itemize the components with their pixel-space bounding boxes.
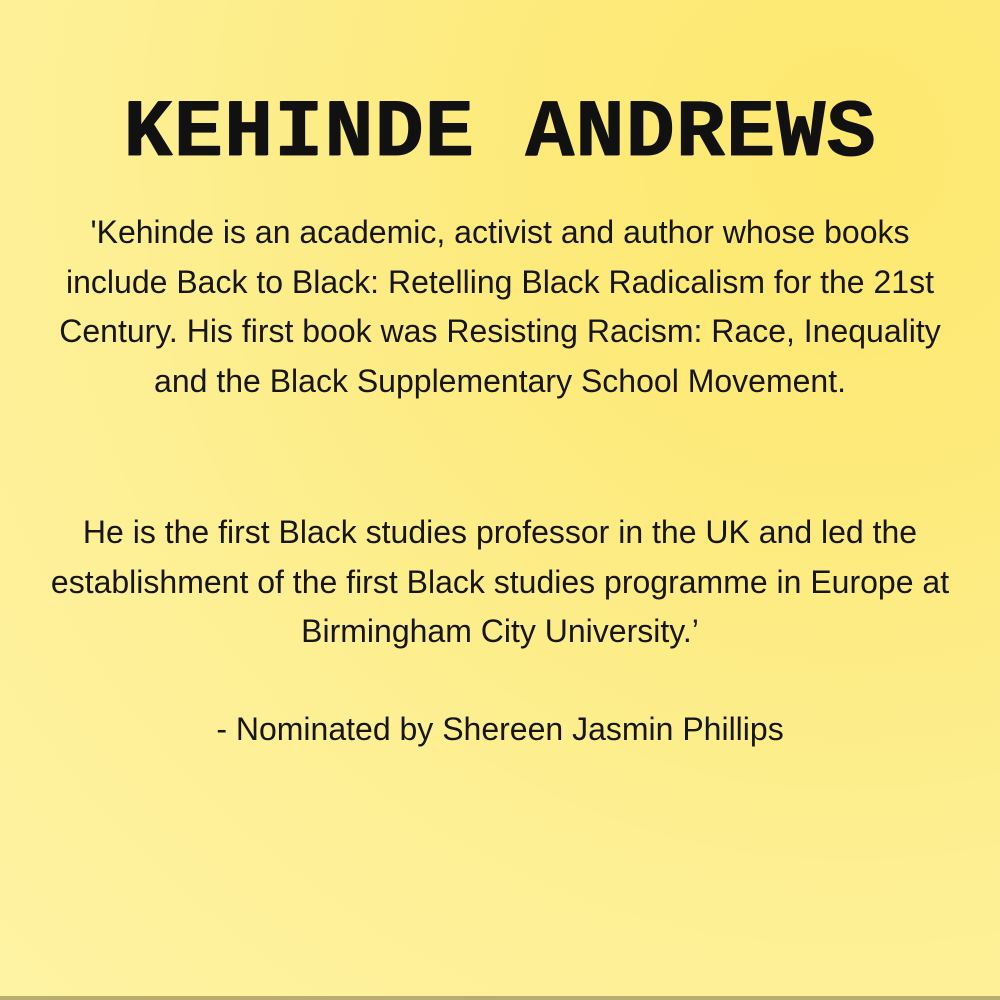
bio-paragraph-2: He is the first Black studies professor in the UK and led the establishment of the first Black studies programme in Europe at Birmingham City University.’ <box>50 514 950 649</box>
page-title: KEHINDE ANDREWS <box>123 87 877 180</box>
bottom-border <box>0 996 1000 1000</box>
bio-paragraph-1: 'Kehinde is an academic, activist and author whose books include Back to Black: Retelling Black Radicalism for the 21st Century. His first book was Resisting Racism: Race, Inequality and the Black Supplementary School Movement. <box>59 214 941 399</box>
nomination-credit: - Nominated by Shereen Jasmin Phillips <box>216 711 784 747</box>
